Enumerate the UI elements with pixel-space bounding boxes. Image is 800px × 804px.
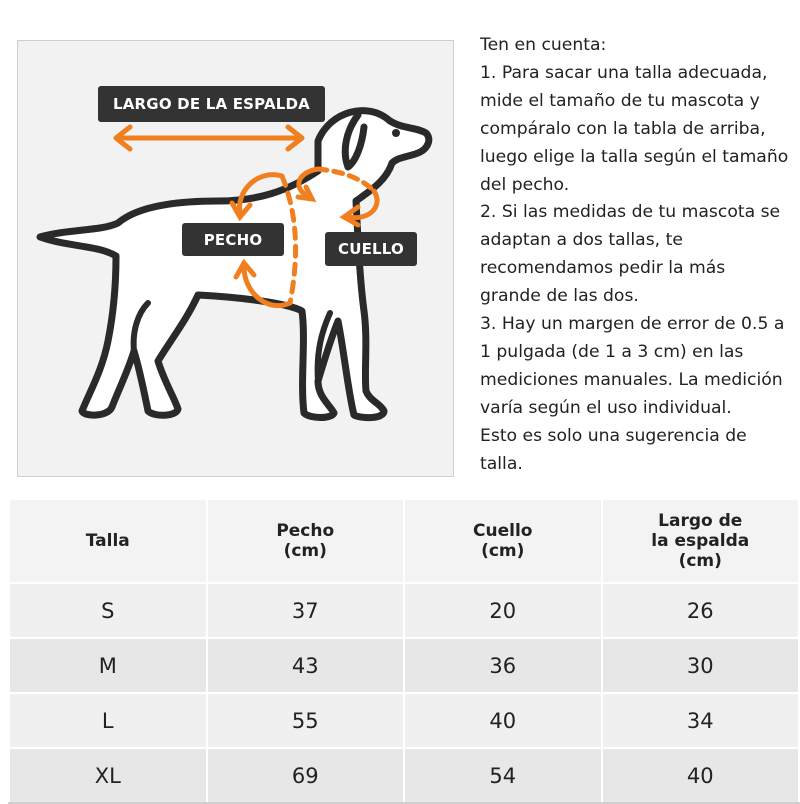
header-size: Talla — [9, 499, 207, 583]
cell-neck: 20 — [404, 583, 602, 638]
table-row — [9, 748, 799, 803]
notes-line: mide el tamaño de tu mascota y — [480, 90, 760, 111]
cell-neck: 40 — [404, 693, 602, 748]
notes-line: 3. Hay un margen de error de 0.5 a — [480, 314, 785, 335]
cell-size: M — [9, 638, 207, 693]
dog-eye — [392, 129, 400, 137]
notes-line: mediciones manuales. La medición — [480, 369, 783, 390]
header-chest: Pecho (cm) — [207, 499, 405, 583]
notes-line: grande de las dos. — [480, 286, 639, 307]
notes-line: luego elige la talla según el tamaño — [480, 146, 789, 167]
cell-neck: 54 — [404, 748, 602, 803]
cell-back-length: 30 — [602, 638, 800, 693]
cell-size: XL — [9, 748, 207, 803]
sizing-notes — [480, 32, 798, 479]
notes-line: Ten en cuenta: — [480, 35, 607, 55]
table-header-row — [9, 499, 799, 583]
cell-back-length: 34 — [602, 693, 800, 748]
notes-line: del pecho. — [480, 174, 570, 195]
cell-size: S — [9, 583, 207, 638]
table-row — [9, 693, 799, 748]
neck-tag: CUELLO — [325, 232, 417, 266]
notes-line: recomendamos pedir la más — [480, 258, 726, 279]
cell-size: L — [9, 693, 207, 748]
table-row — [9, 583, 799, 638]
notes-line: talla. — [480, 453, 523, 474]
notes-line: Esto es solo una sugerencia de — [480, 425, 747, 446]
notes-line: compáralo con la tabla de arriba, — [480, 118, 766, 139]
table-row — [9, 638, 799, 693]
header-neck: Cuello (cm) — [404, 499, 602, 583]
measurement-illustration — [17, 40, 454, 477]
back-length-tag: LARGO DE LA ESPALDA — [98, 86, 325, 122]
notes-line: adaptan a dos tallas, te — [480, 230, 683, 251]
cell-chest: 55 — [207, 693, 405, 748]
back-length-arrow — [116, 127, 302, 149]
cell-chest: 37 — [207, 583, 405, 638]
size-chart-table — [8, 498, 800, 804]
cell-neck: 36 — [404, 638, 602, 693]
cell-chest: 69 — [207, 748, 405, 803]
notes-line: 1 pulgada (de 1 a 3 cm) en las — [480, 341, 744, 362]
header-back-length: Largo de la espalda (cm) — [602, 499, 800, 583]
notes-line: 1. Para sacar una talla adecuada, — [480, 62, 768, 83]
notes-line: varía según el uso individual. — [480, 397, 732, 418]
notes-line: 2. Si las medidas de tu mascota se — [480, 202, 781, 223]
cell-back-length: 26 — [602, 583, 800, 638]
chest-tag: PECHO — [182, 223, 284, 256]
cell-back-length: 40 — [602, 748, 800, 803]
cell-chest: 43 — [207, 638, 405, 693]
